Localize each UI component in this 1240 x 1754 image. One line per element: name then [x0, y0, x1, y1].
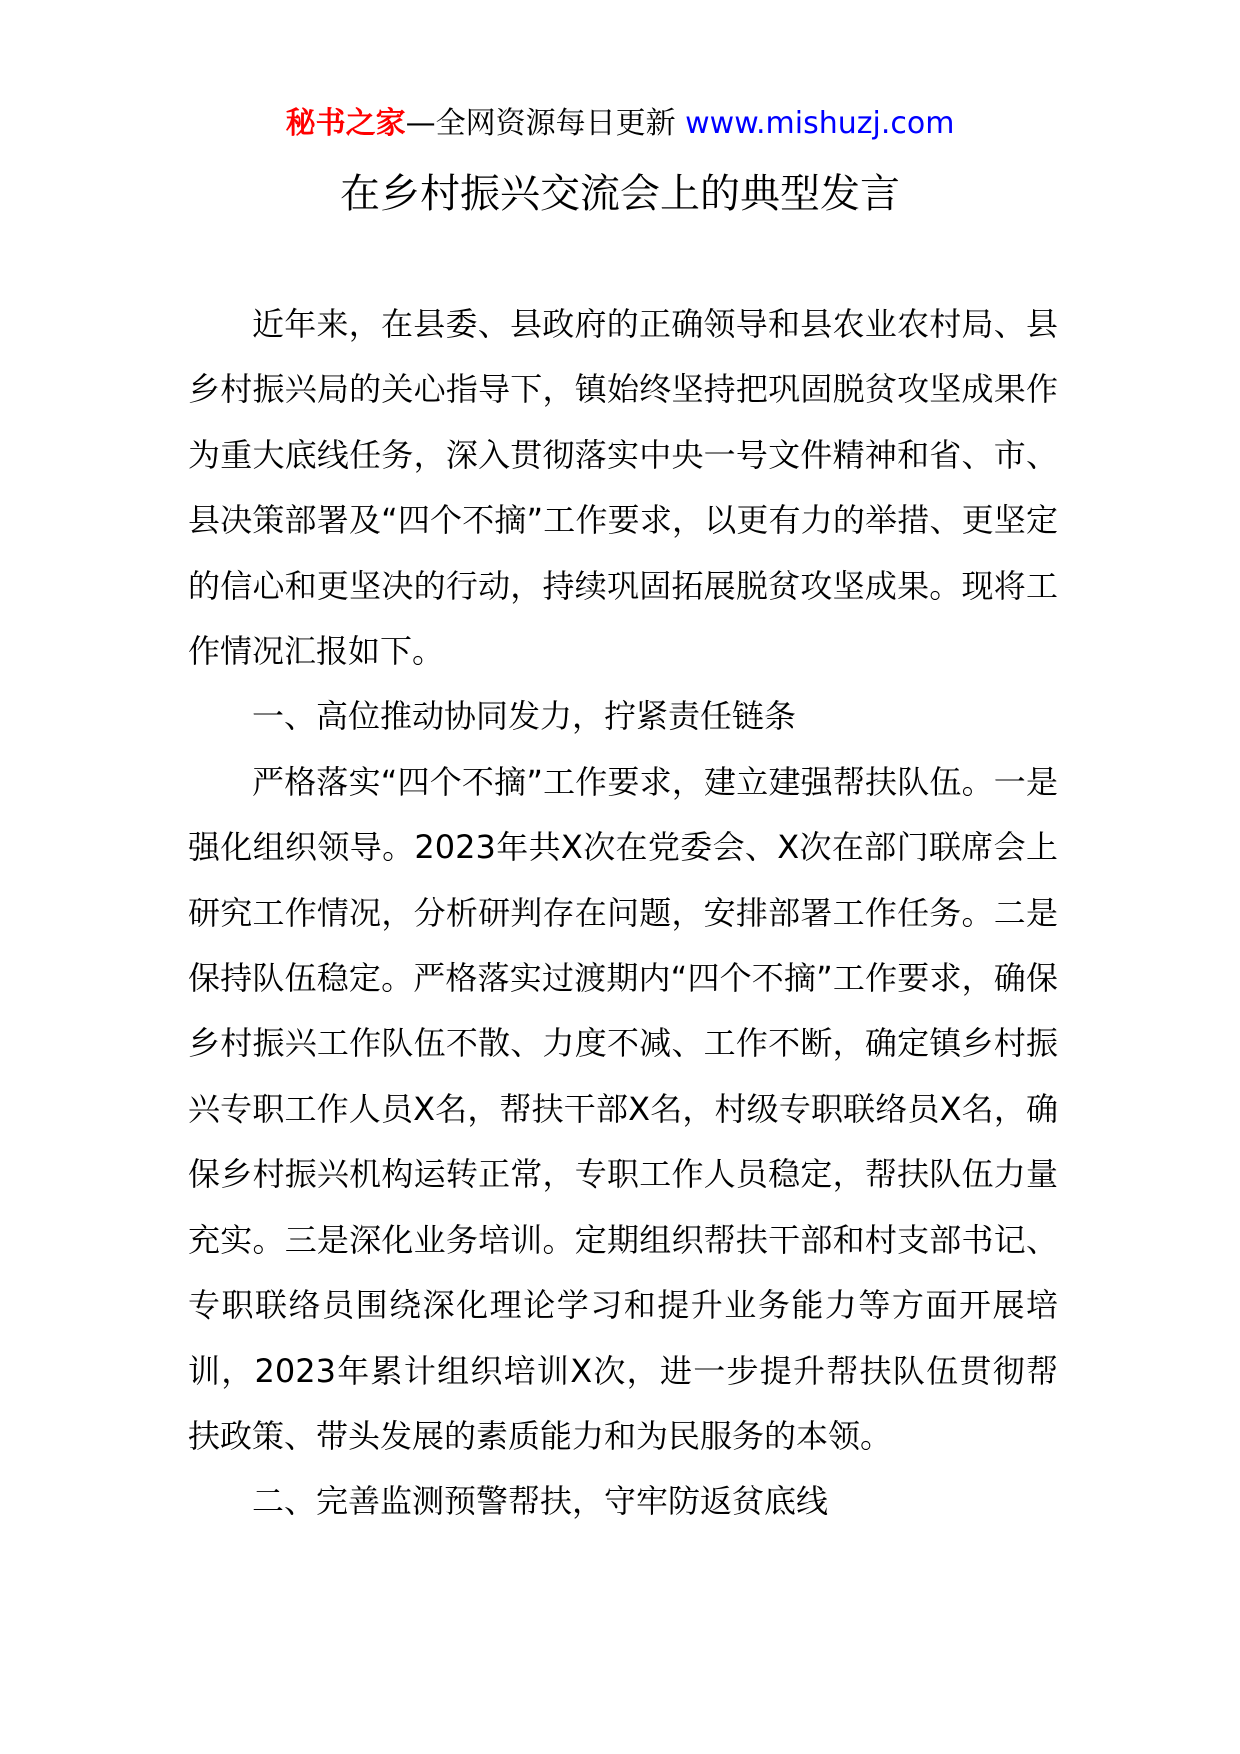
- section-heading-2: 二、完善监测预警帮扶，守牢防返贫底线: [252, 1482, 829, 1521]
- site-brand: 秘书之家: [285, 106, 406, 141]
- section-heading-1: 一、高位推动协同发力，拧紧责任链条: [252, 697, 797, 736]
- site-slogan: —全网资源每日更新: [405, 106, 676, 141]
- document-title: 在乡村振兴交流会上的典型发言: [340, 171, 900, 217]
- section-1-paragraph: 严格落实“四个不摘”工作要求，建立建强帮扶队伍。一是强化组织领导。2023年共X次在党委会、X次在部门联席会上研究工作情况，分析研判存在问题，安排部署工作任务。二是保持队伍稳定。严格落实过渡期内“四个不摘”工作要求，确保乡村振兴工作队伍不散、力度不减、工作不断，确定镇乡村振兴专职工作人员X名，帮扶干部X名，村级专职联络员X名，确保乡村振兴机构运转正常，专职工作人员稳定，帮扶队伍力量充实。三是深化业务培训。定期组织帮扶干部和村支部书记、专职联络员围绕深化理论学习和提升业务能力等方面开展培训，2023年累计组织培训X次，进一步提升帮扶队伍贯彻帮扶政策、带头发展的素质能力和为民服务的本领。: [188, 762, 1058, 1455]
- document-body: [188, 292, 1058, 1535]
- intro-paragraph: 近年来，在县委、县政府的正确领导和县农业农村局、县乡村振兴局的关心指导下，镇始终坚持把巩固脱贫攻坚成果作为重大底线任务，深入贯彻落实中央一号文件精神和省、市、县决策部署及“四个不摘”工作要求，以更有力的举措、更坚定的信心和更坚决的行动，持续巩固拓展脱贫攻坚成果。现将工作情况汇报如下。: [188, 305, 1058, 671]
- site-url-link[interactable]: www.mishuzj.com: [685, 106, 955, 141]
- site-header: [0, 102, 1240, 146]
